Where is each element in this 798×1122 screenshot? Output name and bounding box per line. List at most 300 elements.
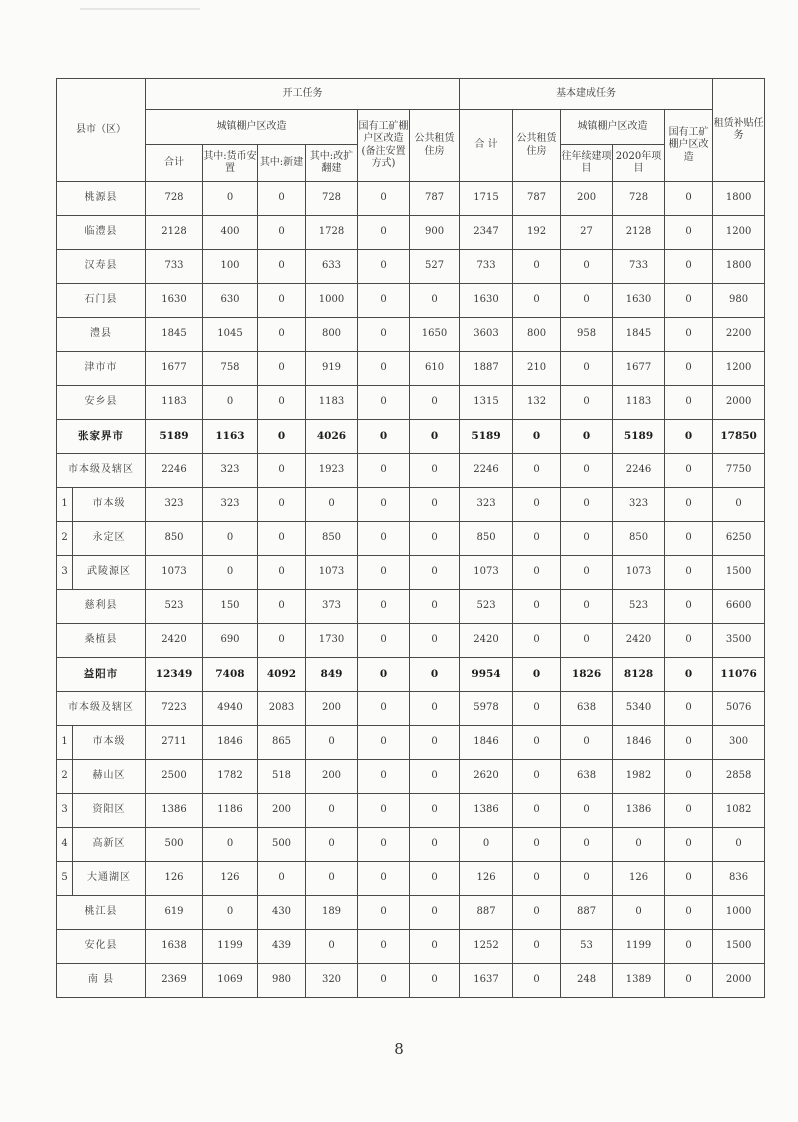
col-header-rebuild: 其中:改扩翻建	[306, 145, 358, 182]
value-cell: 0	[561, 386, 613, 420]
value-cell: 12349	[146, 658, 203, 692]
table-row	[57, 964, 765, 998]
value-cell: 1386	[460, 794, 513, 828]
value-cell: 0	[306, 862, 358, 896]
value-cell: 4026	[306, 420, 358, 454]
table-row	[57, 624, 765, 658]
value-cell: 248	[561, 964, 613, 998]
value-cell: 300	[713, 726, 765, 760]
col-header-rent-subsidy: 租赁补贴任务	[713, 79, 765, 182]
table-row	[57, 556, 765, 590]
value-cell: 518	[258, 760, 306, 794]
value-cell: 800	[306, 318, 358, 352]
value-cell: 1800	[713, 182, 765, 216]
value-cell: 0	[358, 590, 410, 624]
value-cell: 630	[203, 284, 258, 318]
value-cell: 1082	[713, 794, 765, 828]
value-cell: 2858	[713, 760, 765, 794]
value-cell: 850	[146, 522, 203, 556]
value-cell: 0	[613, 896, 665, 930]
col-header-monetary: 其中:货币安置	[203, 145, 258, 182]
value-cell: 126	[146, 862, 203, 896]
value-cell: 5978	[460, 692, 513, 726]
value-cell: 2500	[146, 760, 203, 794]
value-cell: 0	[410, 828, 460, 862]
value-cell: 0	[513, 658, 561, 692]
value-cell: 210	[513, 352, 561, 386]
value-cell: 0	[410, 420, 460, 454]
value-cell: 728	[146, 182, 203, 216]
row-name: 南 县	[57, 964, 146, 998]
value-cell: 7223	[146, 692, 203, 726]
value-cell: 619	[146, 896, 203, 930]
table-row	[57, 522, 765, 556]
value-cell: 900	[410, 216, 460, 250]
value-cell: 17850	[713, 420, 765, 454]
value-cell: 919	[306, 352, 358, 386]
value-cell: 2200	[713, 318, 765, 352]
row-name: 大通湖区	[73, 862, 146, 896]
col-header-year-2020: 2020年项目	[613, 145, 665, 182]
row-name: 津市市	[57, 352, 146, 386]
value-cell: 0	[203, 386, 258, 420]
value-cell: 733	[146, 250, 203, 284]
value-cell: 733	[460, 250, 513, 284]
value-cell: 323	[203, 488, 258, 522]
value-cell: 0	[513, 522, 561, 556]
row-index: 4	[57, 828, 73, 862]
value-cell: 0	[410, 930, 460, 964]
value-cell: 980	[258, 964, 306, 998]
value-cell: 189	[306, 896, 358, 930]
value-cell: 0	[513, 794, 561, 828]
value-cell: 2000	[713, 964, 765, 998]
table-row	[57, 250, 765, 284]
table-row	[57, 896, 765, 930]
value-cell: 0	[258, 250, 306, 284]
value-cell: 1000	[713, 896, 765, 930]
value-cell: 1630	[613, 284, 665, 318]
value-cell: 1199	[613, 930, 665, 964]
value-cell: 126	[460, 862, 513, 896]
value-cell: 1045	[203, 318, 258, 352]
row-name: 石门县	[57, 284, 146, 318]
table-row	[57, 488, 765, 522]
value-cell: 800	[513, 318, 561, 352]
value-cell: 958	[561, 318, 613, 352]
value-cell: 0	[358, 182, 410, 216]
row-name: 张家界市	[57, 420, 146, 454]
table-row	[57, 794, 765, 828]
col-header-state-mine-basic: 国有工矿棚户区改造	[665, 110, 713, 182]
value-cell: 0	[203, 182, 258, 216]
col-header-state-mine-start: 国有工矿棚户区改造(备注安置方式)	[358, 110, 410, 182]
value-cell: 0	[410, 964, 460, 998]
value-cell: 373	[306, 590, 358, 624]
row-name: 市本级	[73, 488, 146, 522]
value-cell: 0	[665, 488, 713, 522]
value-cell: 0	[358, 896, 410, 930]
row-name: 永定区	[73, 522, 146, 556]
value-cell: 1846	[460, 726, 513, 760]
value-cell: 0	[513, 420, 561, 454]
value-cell: 3603	[460, 318, 513, 352]
table-row	[57, 318, 765, 352]
value-cell: 0	[358, 420, 410, 454]
value-cell: 2246	[146, 454, 203, 488]
row-name: 市本级及辖区	[57, 454, 146, 488]
value-cell: 0	[358, 352, 410, 386]
value-cell: 0	[358, 624, 410, 658]
value-cell: 0	[358, 488, 410, 522]
value-cell: 200	[258, 794, 306, 828]
value-cell: 0	[665, 590, 713, 624]
table-row	[57, 284, 765, 318]
value-cell: 0	[561, 488, 613, 522]
row-name: 市本级及辖区	[57, 692, 146, 726]
value-cell: 0	[410, 794, 460, 828]
value-cell: 1846	[203, 726, 258, 760]
table-row	[57, 182, 765, 216]
value-cell: 1500	[713, 556, 765, 590]
value-cell: 5076	[713, 692, 765, 726]
value-cell: 2246	[613, 454, 665, 488]
value-cell: 0	[203, 522, 258, 556]
value-cell: 0	[258, 284, 306, 318]
value-cell: 323	[203, 454, 258, 488]
value-cell: 2347	[460, 216, 513, 250]
value-cell: 728	[306, 182, 358, 216]
row-name: 益阳市	[57, 658, 146, 692]
value-cell: 0	[665, 794, 713, 828]
value-cell: 758	[203, 352, 258, 386]
value-cell: 1183	[613, 386, 665, 420]
row-name: 高新区	[73, 828, 146, 862]
value-cell: 0	[513, 930, 561, 964]
value-cell: 523	[613, 590, 665, 624]
value-cell: 0	[665, 658, 713, 692]
value-cell: 0	[665, 454, 713, 488]
value-cell: 0	[258, 488, 306, 522]
value-cell: 1677	[146, 352, 203, 386]
row-name: 澧县	[57, 318, 146, 352]
table-row	[57, 930, 765, 964]
row-name: 慈利县	[57, 590, 146, 624]
value-cell: 0	[665, 386, 713, 420]
value-cell: 1200	[713, 352, 765, 386]
row-index: 5	[57, 862, 73, 896]
value-cell: 0	[358, 930, 410, 964]
value-cell: 1073	[613, 556, 665, 590]
value-cell: 728	[613, 182, 665, 216]
row-index: 1	[57, 726, 73, 760]
value-cell: 0	[410, 454, 460, 488]
value-cell: 850	[306, 522, 358, 556]
col-header-public-rental-basic: 公共租赁住房	[513, 110, 561, 182]
value-cell: 0	[203, 556, 258, 590]
value-cell: 733	[613, 250, 665, 284]
value-cell: 2000	[713, 386, 765, 420]
value-cell: 0	[203, 828, 258, 862]
col-header-urban-shanty-basic: 城镇棚户区改造	[561, 110, 665, 145]
value-cell: 1389	[613, 964, 665, 998]
value-cell: 0	[358, 556, 410, 590]
value-cell: 850	[460, 522, 513, 556]
value-cell: 0	[513, 556, 561, 590]
value-cell: 1715	[460, 182, 513, 216]
table-row	[57, 216, 765, 250]
value-cell: 0	[258, 216, 306, 250]
value-cell: 1163	[203, 420, 258, 454]
col-header-basic-completion: 基本建成任务	[460, 79, 713, 110]
value-cell: 0	[561, 862, 613, 896]
value-cell: 0	[410, 658, 460, 692]
value-cell: 2420	[613, 624, 665, 658]
value-cell: 1252	[460, 930, 513, 964]
value-cell: 439	[258, 930, 306, 964]
value-cell: 1826	[561, 658, 613, 692]
value-cell: 0	[258, 590, 306, 624]
value-cell: 1630	[460, 284, 513, 318]
value-cell: 0	[358, 692, 410, 726]
value-cell: 0	[665, 930, 713, 964]
value-cell: 1846	[613, 726, 665, 760]
value-cell: 500	[146, 828, 203, 862]
value-cell: 2711	[146, 726, 203, 760]
value-cell: 0	[410, 862, 460, 896]
value-cell: 0	[561, 420, 613, 454]
col-header-county: 县市（区）	[57, 79, 146, 182]
value-cell: 0	[561, 522, 613, 556]
value-cell: 4940	[203, 692, 258, 726]
value-cell: 150	[203, 590, 258, 624]
value-cell: 2246	[460, 454, 513, 488]
value-cell: 0	[513, 862, 561, 896]
value-cell: 0	[358, 522, 410, 556]
value-cell: 0	[258, 352, 306, 386]
value-cell: 0	[713, 488, 765, 522]
value-cell: 430	[258, 896, 306, 930]
row-index: 3	[57, 556, 73, 590]
value-cell: 0	[410, 386, 460, 420]
table-row	[57, 692, 765, 726]
value-cell: 0	[513, 624, 561, 658]
value-cell: 638	[561, 692, 613, 726]
value-cell: 0	[561, 794, 613, 828]
value-cell: 0	[561, 828, 613, 862]
value-cell: 0	[358, 454, 410, 488]
table-row	[57, 454, 765, 488]
value-cell: 323	[460, 488, 513, 522]
value-cell: 0	[358, 760, 410, 794]
value-cell: 7408	[203, 658, 258, 692]
value-cell: 0	[665, 692, 713, 726]
value-cell: 980	[713, 284, 765, 318]
value-cell: 0	[665, 284, 713, 318]
value-cell: 0	[613, 828, 665, 862]
value-cell: 1199	[203, 930, 258, 964]
value-cell: 0	[665, 964, 713, 998]
value-cell: 1073	[460, 556, 513, 590]
value-cell: 1845	[146, 318, 203, 352]
value-cell: 2128	[613, 216, 665, 250]
value-cell: 836	[713, 862, 765, 896]
value-cell: 887	[460, 896, 513, 930]
value-cell: 0	[460, 828, 513, 862]
value-cell: 1728	[306, 216, 358, 250]
value-cell: 0	[665, 862, 713, 896]
value-cell: 1073	[146, 556, 203, 590]
value-cell: 0	[561, 352, 613, 386]
row-name: 桑植县	[57, 624, 146, 658]
value-cell: 523	[146, 590, 203, 624]
value-cell: 0	[665, 420, 713, 454]
value-cell: 1982	[613, 760, 665, 794]
value-cell: 0	[358, 862, 410, 896]
value-cell: 5189	[613, 420, 665, 454]
housing-task-table	[56, 78, 765, 998]
row-name: 临澧县	[57, 216, 146, 250]
value-cell: 2420	[460, 624, 513, 658]
table-row	[57, 760, 765, 794]
value-cell: 1183	[146, 386, 203, 420]
value-cell: 0	[513, 488, 561, 522]
value-cell: 0	[561, 454, 613, 488]
value-cell: 1887	[460, 352, 513, 386]
value-cell: 1069	[203, 964, 258, 998]
value-cell: 1073	[306, 556, 358, 590]
value-cell: 1183	[306, 386, 358, 420]
value-cell: 0	[258, 624, 306, 658]
value-cell: 787	[513, 182, 561, 216]
value-cell: 0	[665, 216, 713, 250]
value-cell: 4092	[258, 658, 306, 692]
value-cell: 1650	[410, 318, 460, 352]
value-cell: 0	[358, 318, 410, 352]
value-cell: 0	[665, 760, 713, 794]
value-cell: 887	[561, 896, 613, 930]
value-cell: 0	[258, 454, 306, 488]
value-cell: 523	[460, 590, 513, 624]
value-cell: 1845	[613, 318, 665, 352]
value-cell: 5340	[613, 692, 665, 726]
value-cell: 0	[358, 794, 410, 828]
table-row	[57, 828, 765, 862]
row-name: 安化县	[57, 930, 146, 964]
value-cell: 850	[613, 522, 665, 556]
value-cell: 323	[613, 488, 665, 522]
col-header-urban-shanty: 城镇棚户区改造	[146, 110, 358, 145]
value-cell: 132	[513, 386, 561, 420]
value-cell: 0	[358, 216, 410, 250]
value-cell: 323	[146, 488, 203, 522]
table-row	[57, 658, 765, 692]
value-cell: 633	[306, 250, 358, 284]
value-cell: 0	[306, 930, 358, 964]
value-cell: 1000	[306, 284, 358, 318]
value-cell: 2620	[460, 760, 513, 794]
value-cell: 0	[410, 760, 460, 794]
value-cell: 0	[358, 726, 410, 760]
col-header-public-rental-start: 公共租赁住房	[410, 110, 460, 182]
value-cell: 0	[513, 692, 561, 726]
value-cell: 200	[561, 182, 613, 216]
value-cell: 0	[258, 522, 306, 556]
value-cell: 0	[665, 828, 713, 862]
value-cell: 865	[258, 726, 306, 760]
value-cell: 0	[513, 896, 561, 930]
value-cell: 1386	[613, 794, 665, 828]
value-cell: 0	[410, 726, 460, 760]
value-cell: 0	[358, 284, 410, 318]
value-cell: 0	[358, 386, 410, 420]
value-cell: 1677	[613, 352, 665, 386]
value-cell: 0	[561, 726, 613, 760]
value-cell: 3500	[713, 624, 765, 658]
value-cell: 0	[561, 624, 613, 658]
value-cell: 0	[410, 896, 460, 930]
row-name: 安乡县	[57, 386, 146, 420]
value-cell: 0	[513, 284, 561, 318]
value-cell: 0	[561, 284, 613, 318]
value-cell: 0	[258, 420, 306, 454]
value-cell: 0	[665, 556, 713, 590]
col-header-total-start: 合计	[146, 145, 203, 182]
value-cell: 610	[410, 352, 460, 386]
value-cell: 1500	[713, 930, 765, 964]
value-cell: 787	[410, 182, 460, 216]
value-cell: 7750	[713, 454, 765, 488]
value-cell: 126	[613, 862, 665, 896]
value-cell: 1638	[146, 930, 203, 964]
row-name: 桃源县	[57, 182, 146, 216]
col-header-total-basic: 合 计	[460, 110, 513, 182]
value-cell: 0	[665, 250, 713, 284]
value-cell: 0	[410, 488, 460, 522]
value-cell: 1200	[713, 216, 765, 250]
col-header-start-tasks: 开工任务	[146, 79, 460, 110]
table-row	[57, 386, 765, 420]
row-name: 赫山区	[73, 760, 146, 794]
value-cell: 0	[513, 250, 561, 284]
value-cell: 0	[258, 386, 306, 420]
col-header-prev-years: 往年续建项目	[561, 145, 613, 182]
value-cell: 0	[513, 828, 561, 862]
value-cell: 1730	[306, 624, 358, 658]
value-cell: 0	[410, 284, 460, 318]
row-name: 桃江县	[57, 896, 146, 930]
value-cell: 0	[513, 454, 561, 488]
value-cell: 0	[513, 964, 561, 998]
value-cell: 0	[513, 590, 561, 624]
col-header-new-build: 其中:新建	[258, 145, 306, 182]
value-cell: 0	[561, 556, 613, 590]
value-cell: 0	[258, 182, 306, 216]
value-cell: 320	[306, 964, 358, 998]
value-cell: 5189	[146, 420, 203, 454]
value-cell: 27	[561, 216, 613, 250]
value-cell: 0	[665, 896, 713, 930]
value-cell: 638	[561, 760, 613, 794]
value-cell: 1923	[306, 454, 358, 488]
value-cell: 0	[665, 726, 713, 760]
table-row	[57, 726, 765, 760]
value-cell: 0	[258, 556, 306, 590]
row-index: 1	[57, 488, 73, 522]
value-cell: 0	[358, 964, 410, 998]
value-cell: 849	[306, 658, 358, 692]
value-cell: 0	[258, 318, 306, 352]
